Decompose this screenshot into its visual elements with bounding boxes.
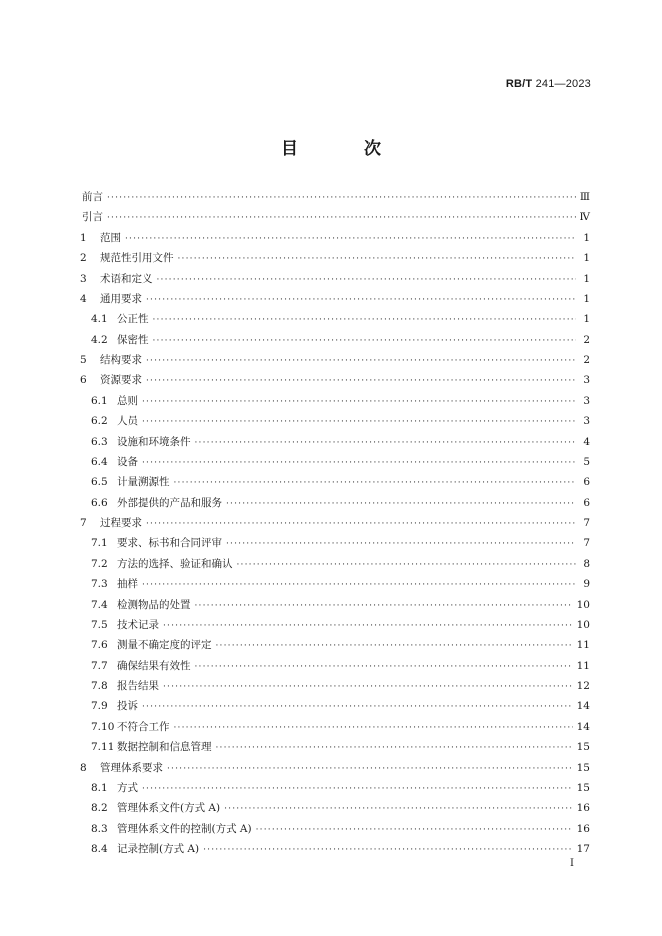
toc-entry[interactable] [80,209,590,229]
toc-entry-label: 管理体系要求 [100,761,163,774]
toc-entry-page: 11 [576,639,590,652]
standard-number: 241—2023 [535,78,591,90]
toc-entry-number: 8.4 [91,843,108,855]
toc-entry[interactable] [80,760,590,780]
toc-entry[interactable] [80,332,590,352]
toc-entry-label: 技术记录 [117,618,159,631]
toc-entry-label: 投诉 [117,700,138,713]
toc-entry-page: 1 [583,313,590,326]
toc-entry-label: 前言 [82,191,103,203]
toc-entry-page: 15 [576,761,590,774]
page-number: I [570,858,574,869]
toc-leader-dots [226,499,576,509]
toc-entry[interactable] [80,637,590,657]
toc-entry-number: 4 [80,292,87,305]
toc-entry-label: 检测物品的处置 [117,598,191,611]
toc-entry-number: 7.5 [91,618,108,631]
toc-entry-label: 通用要求 [100,292,142,305]
toc-entry[interactable] [80,617,590,637]
toc-entry-page: 11 [576,659,590,672]
toc-leader-dots [125,234,576,244]
toc-entry-label: 测量不确定度的评定 [117,639,212,652]
toc-entry-label: 方法的选择、验证和确认 [117,557,233,570]
toc-entry[interactable] [80,515,590,535]
toc-entry[interactable] [80,372,590,392]
toc-entry-label: 管理体系文件的控制(方式 A) [117,822,252,835]
toc-entry-page: 2 [583,333,590,346]
toc-entry-number: 7.4 [91,598,108,611]
toc-entry-label: 总则 [117,394,138,407]
toc-leader-dots [237,560,577,570]
toc-entry-page: 6 [583,476,590,489]
toc-entry-page: 12 [576,680,590,692]
toc-entry-page: 3 [583,374,590,387]
standard-prefix: RB/T [505,78,533,90]
toc-entry-label: 术语和定义 [100,272,153,285]
toc-entry[interactable] [80,678,590,698]
toc-entry-page: 10 [576,618,590,631]
toc-leader-dots [107,213,576,223]
toc-entry-number: 8.2 [91,802,108,815]
toc-leader-dots [142,580,576,590]
toc-entry-label: 计量溯源性 [117,476,170,489]
toc-entry[interactable] [80,271,590,291]
toc-entry[interactable] [80,739,590,759]
toc-leader-dots [142,417,576,427]
toc-leader-dots [203,845,573,855]
toc-entry-number: 6.2 [91,415,108,428]
toc-entry-number: 8.3 [91,822,108,835]
toc-entry[interactable] [80,495,590,515]
toc-entry[interactable] [80,658,590,678]
toc-entry-label: 公正性 [117,313,149,326]
toc-entry-label: 抽样 [117,578,138,591]
toc-entry-number: 8.1 [91,781,108,794]
toc-entry[interactable] [80,841,590,861]
page-title: 目 次 [281,139,411,159]
toc-entry[interactable] [80,800,590,820]
toc-leader-dots [167,764,573,774]
toc-leader-dots [174,723,573,733]
toc-entry[interactable] [80,434,590,454]
toc-entry-number: 8 [80,761,87,774]
toc-entry-page: 2 [583,354,590,366]
toc-entry-number: 4.2 [91,333,108,346]
toc-entry-page: 3 [583,394,590,407]
toc-entry[interactable] [80,291,590,311]
toc-leader-dots [146,295,576,305]
toc-entry-number: 6.4 [91,455,108,468]
toc-leader-dots [157,275,577,285]
toc-leader-dots [174,478,577,488]
toc-entry[interactable] [80,230,590,250]
toc-entry-page: 17 [576,843,590,855]
toc-entry[interactable] [80,311,590,331]
toc-leader-dots [216,743,573,753]
toc-leader-dots [195,601,573,611]
toc-entry[interactable] [80,576,590,596]
toc-entry[interactable] [80,556,590,576]
toc-entry-page: Ⅲ [579,191,590,203]
toc-entry-label: 外部提供的产品和服务 [117,496,222,509]
toc-entry[interactable] [80,719,590,739]
toc-leader-dots [146,376,576,386]
toc-leader-dots [142,458,576,468]
toc-leader-dots [195,438,577,448]
toc-entry-number: 6.5 [91,476,108,489]
toc-entry-number: 7.6 [91,639,108,652]
toc-leader-dots [107,193,576,203]
toc-entry-page: 1 [583,292,590,305]
toc-entry-number: 6.3 [91,435,108,448]
toc-entry-label: 资源要求 [100,374,142,387]
toc-leader-dots [146,519,576,529]
toc-entry-label: 确保结果有效性 [117,659,191,672]
toc-entry-number: 4.1 [91,313,108,326]
toc-leader-dots [142,702,573,712]
toc-entry-label: 过程要求 [100,517,142,529]
toc-entry[interactable] [80,250,590,270]
toc-entry-number: 7.10 [91,720,115,733]
toc-entry[interactable] [80,821,590,841]
toc-entry[interactable] [80,413,590,433]
toc-entry-label: 不符合工作 [117,720,170,733]
toc-leader-dots [178,254,577,264]
toc-leader-dots [163,682,573,692]
toc-entry[interactable] [80,454,590,474]
toc-entry-label: 结构要求 [100,354,142,366]
toc-entry-number: 7.11 [91,741,115,754]
toc-entry[interactable] [80,352,590,372]
toc-leader-dots [163,621,573,631]
toc-entry-number: 6 [80,374,87,387]
toc-leader-dots [195,662,573,672]
toc-entry[interactable] [80,189,590,209]
toc-entry-page: 10 [576,598,590,611]
toc-entry-label: 管理体系文件(方式 A) [117,802,221,815]
toc-entry-label: 设备 [117,455,138,468]
toc-entry-page: 5 [583,455,590,468]
toc-leader-dots [256,825,573,835]
toc-entry-page: 1 [583,272,590,285]
toc-entry-label: 规范性引用文件 [100,252,174,265]
toc-leader-dots [226,539,576,549]
toc-entry-number: 7.2 [91,557,108,570]
toc-entry-page: 3 [583,415,590,428]
toc-entry-page: 15 [576,781,590,794]
toc-leader-dots [216,641,573,651]
toc-entry-label: 设施和环境条件 [117,435,191,448]
standard-code [506,78,591,90]
toc-leader-dots [224,804,573,814]
toc-entry[interactable] [80,393,590,413]
toc-entry-page: 7 [583,517,590,529]
toc-entry[interactable] [80,474,590,494]
toc-entry-number: 7.1 [91,537,108,550]
toc-entry-number: 3 [80,272,87,285]
toc-entry-page: 16 [576,802,590,815]
toc-leader-dots [153,336,577,346]
toc-entry-page: 8 [583,557,590,570]
toc-entry-label: 报告结果 [117,680,159,692]
toc-entry[interactable] [80,780,590,800]
toc-entry-number: 6.6 [91,496,108,509]
toc-entry-page: 1 [583,231,590,244]
toc-entry-page: 9 [583,578,590,591]
toc-entry-page: 6 [583,496,590,509]
toc-entry-label: 人员 [117,415,138,428]
toc-entry-number: 6.1 [91,394,108,407]
toc-entry-number: 7.8 [91,680,108,692]
toc-entry-number: 2 [80,252,87,265]
toc-entry-number: 5 [80,354,87,366]
toc-entry-label: 保密性 [117,333,149,346]
toc-leader-dots [146,356,576,366]
toc-entry-number: 7 [80,517,87,529]
toc-entry-page: Ⅳ [579,211,590,224]
toc-entry-page: 4 [583,435,590,448]
toc-entry-label: 要求、标书和合同评审 [117,537,222,550]
toc-entry-label: 数据控制和信息管理 [117,741,212,754]
toc-entry[interactable] [80,597,590,617]
toc-entry-number: 1 [80,231,87,244]
toc-entry-label: 范围 [100,231,121,244]
toc-entry-label: 引言 [82,211,103,224]
table-of-contents [80,189,590,861]
toc-leader-dots [142,784,573,794]
toc-leader-dots [153,315,577,325]
toc-entry-label: 方式 [117,781,138,794]
toc-entry-page: 14 [576,700,590,713]
toc-entry-number: 7.3 [91,578,108,591]
toc-entry-label: 记录控制(方式 A) [117,843,200,855]
toc-entry-page: 14 [576,720,590,733]
toc-entry-page: 15 [576,741,590,754]
toc-entry[interactable] [80,698,590,718]
toc-leader-dots [142,397,576,407]
toc-entry-number: 7.7 [91,659,108,672]
toc-entry-page: 1 [583,252,590,265]
toc-entry-page: 7 [583,537,590,550]
toc-entry-page: 16 [576,822,590,835]
toc-entry-number: 7.9 [91,700,108,713]
toc-entry[interactable] [80,535,590,555]
